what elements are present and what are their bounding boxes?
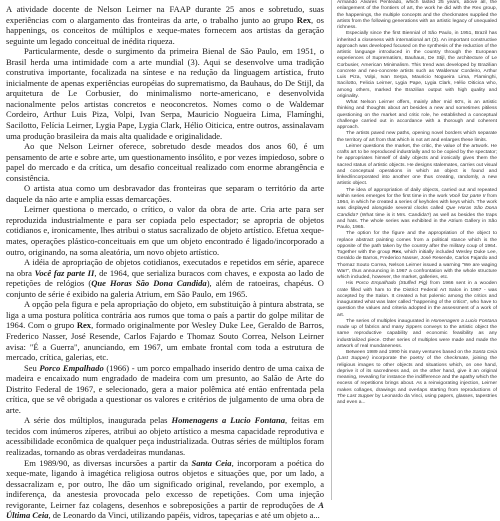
paragraph: The idea of appropriation of daily objects, carried out and repeated within series emerges for the first time in the work Você faz parte II from 1964, in which he created a series of keyholes with keys which. The work was displayed alongside several clocks called Que Horas São Dona Candida? (What time is it Mrs. Candida?) as well as besides the traps and hats. The whole series was exhibited in the Atrium Gallery in São Paulo, 1965.: [337, 187, 498, 230]
work-title: Você faz parte II: [449, 193, 486, 199]
column-divider: [331, 0, 332, 500]
paragraph: A opção pela figura e pela apropriação do objeto, em substituição à pintura abstrata, se liga a uma postura política contrária aos rumos que toma o país a partir do golpe militar de 1964. Com o grupo Rex, formado originalmente por Wesley Duke Lee, Geraldo de Barros, Frederico Nasser, José Resende, Carlos Fajardo e Thomaz Souto Correa, Nelson Leirner avisa: "É a Guerra", anunciando, em 1967, um embate frontal com toda a estrutura de mercado, crítica, galerias, etc.: [6, 299, 324, 363]
paragraph: His Porco Empalhado (Stuffed Pig) from 1966 sent in a wooden crate filled with ham to the District Federal Art Salon in 1967 - was accepted by the Salon. It created a hot polemic among the critics and inaugurated what was later called "happening of the critics", who have to question the values and criteria adopted in the assessment of a work of art.: [337, 281, 497, 318]
paragraph: A atividade docente de Nelson Leirner na FAAP durante 25 anos e sobretudo, suas experiências com o alargamento das fronteiras da arte, o trabalho junto ao grupo Rex, os happenings, os conceitos de múltiplos e xeque-mates fornecem aos artistas da geração seguinte um legado conceitual de inédita riqueza.: [6, 4, 324, 46]
paragraph: Ao que Nelson Leirner oferece, sobretudo desde meados dos anos 60, é um pensamento de arte e sobre arte, um questionamento insólito, e por vezes impiedoso, sobre o papel do mercado e da crítica, um desafio conceitual realizado com enorme abrangência e consistência.: [6, 141, 324, 183]
emphasis: Rex: [392, 250, 402, 255]
paragraph: Leirner questiona o mercado, o crítico, o valor da obra de arte. Cria arte para ser reproduzida industrialmente e para ser copiada pelo espectador; se apropria de objetos cotidianos e, ironicamente, lhes atribui o status sacralizado de objeto artístico. Efetua xeque-mates, operações plástico-conceituais em que um objeto encontrado é ligado/incorporado a outro, originando, na soma aleatória, um novo objeto artístico.: [6, 204, 324, 257]
work-title: Porco Empalhado (Stuffed Pig): [355, 281, 428, 287]
paragraph: Leirner questions the market, the critic, the value of the artwork. He crafts art to be reproduced industrially and to be copied by the spectator; he appropriates himself of daily objects and ironically gives them the sacred status of artistic objects. He designs stalemates, carries out visual and conceptual operations in which an object is found and linked/incorporated into another one thus creating, randomly, a new artistic object.: [337, 143, 497, 187]
paragraph: The artists paved new paths, opening novel borders which separate the territory of art from that which is not art and enlarges these limits.: [337, 131, 497, 143]
work-title: Santa Ceia (Last Supper): [337, 350, 497, 362]
work-title: Homenagem a Lucio Fontana: [431, 318, 497, 324]
paragraph: The series of multiples inaugurated in Homenagem a Lucio Fontana made up of fabrics and many zippers conveys to the artistic object the same reproductive capability and economic feasibility as any industrialized piece. Other series of multiples were made and made the artwork of real mundaneness.: [337, 318, 497, 349]
paragraph: What Nelson Leirner offers, mainly after mid 60's, is an artistic thinking and thoughts about art besides a new and sometimes pitiless questioning on the market and critic role, he established a conceptual challenge carried out in accordance with a thorough and coherent approach.: [337, 100, 497, 130]
paragraph: O artista atua como um desbravador das fronteiras que separam o território da arte daquele da não arte e amplia essas demarcações.: [6, 183, 324, 204]
work-title: Porco Empalhado: [39, 362, 104, 373]
work-title: Que Horas São Dona Candida: [91, 278, 207, 289]
work-title: Santa Ceia: [191, 457, 232, 468]
paragraph: Particularmente, desde o surgimento da primeira Bienal de São Paulo, em 1951, o Brasil herda uma intimidade com a arte mundial (3). Aqui se desenvolve uma tradição construtiva importante, focalizada na síntese e na redução da linguagem artística, fruto inicialmente de apenas experiências européias do suprematismo, da Bauhaus, do De Stijl, da arquitetura de Le Corbusier, do minimalismo norte-americano, e desenvolvida nacionalmente pelos artistas concretos e neoconcretos. Nomes como o de Waldemar Cordeiro, Arthur Luis Piza, Volpi, Ivan Serpa, Mauricio Nogueira Lima, Flamínghi, Sacilotto, Felícia Leirner, Lygia Pape, Lygia Clark, Hélio Oiticica, entre outros, assinalavam uma produção brasileira da mais alta qualidade e originalidade.: [6, 46, 324, 141]
paragraph: Armando Álvares Penteado, which lasted 25 years, above all, the enlargement of the frontiers of art, the work he did with the Rex group, the happenings, the multiple concepts and the checkmates supplied the artists from the following generations with an artistic legacy of unequaled richness.: [337, 0, 497, 30]
work-title: Você faz parte II: [34, 267, 95, 278]
work-title: The Last Supper: [337, 393, 374, 399]
work-title: Que Horas São Dona Candida?: [337, 206, 497, 218]
paragraph: Between 1989 and 1990 his many ventures based on the Santa Ceia (Last Supper) incorporate the poetry of the checkmate, joining the religious images to other objects and situations which, on one hand, deprive it of its sacredness and, on the other hand, give it an original meaning, revealing for instance the indifference and the apathy which the excess of repetitions brings about. As a reinvigorating injection, Leirner makes collages, drawings and overlaps starting from reproductions of The Last Supper by Leonardo da Vinci, using papers, glasses, tapestries and even a...: [337, 350, 497, 405]
work-title: A Última Ceia: [6, 499, 324, 521]
paragraph: A série dos múltiplos, inaugurada pelas Homenagens a Lucio Fontana, feitas em tecidos com inúmeros zíperes, atribui ao objeto artístico a mesma capacidade reprodutiva e acessibilidade econômica de qualquer peça industrializada. Outras séries de múltiplos foram realizadas, tornando as obras verdadeiras mundanas.: [6, 415, 324, 457]
portuguese-text-column: [6, 4, 324, 521]
emphasis: Rex: [76, 320, 92, 331]
paragraph: Especially since the first Biennial of São Paulo, in 1951, Brazil has inherited a closeness with international art (3). An important constructive approach was developed focused on the synthesis of the reduction of the artistic language introduced in the country through the European experiences of Suprematism, Bauhaus, De Stijl, the architecture of Le Corbusier, American Minimalism. This trend was developed by Brazilian concrete and neo-concrete artists such as Waldemar Cordeiro, Arthur Luis Piza, Volpi, Ivan Serpa, Mauricio Nogueira Lima, Flaminghi, Sacilotto, Felicia Leirner, Lygia Pape, Lygia Clark, Hélio Oiticica who, among others, marked the Brazilian output with high quality and originality.: [337, 31, 497, 99]
paragraph: Seu Porco Empalhado (1966) - um porco empalhado inserido dentro de uma caixa de madeira e encaixado num engradado de madeira com um presunto, ao Salão de Arte do Distrito Federal de 1967, e selecionado, gera a maior polêmica até então enfrentada pela crítica, que se vê obrigada a questionar os valores e critérios de julgamento de uma obra de arte.: [6, 362, 324, 415]
english-text-column: [337, 0, 497, 500]
paragraph: Em 1989/90, as diversas incursões a partir da Santa Ceia, incorporam a poética do xeque-mate, ligando à imagética religiosa outros objetos e situações que, por um lado, a dessacralizam e, por outro, lhe dão um significado original, revelando, por exemplo, a indiferença, da anestesia provocada pelo excesso de repetições. Com uma injeção revigorante, Leirner faz colagens, desenhos e sobreposições a partir de reproduções de A Última Ceia, de Leonardo da Vinci, utilizando papéis, vidros, tapeçarias e até um objeto a...: [6, 457, 324, 521]
paragraph: A idéia de apropriação de objetos cotidianos, executados e repetidos em série, aparece na obra Você faz parte II, de 1964, que serializa buracos com chaves, e exposta ao lado de repetições de relógios (Que Horas São Dona Candida), além de ratoeiras, chapéus. O conjunto de série é exibido na galeria Atrium, em São Paulo, em 1965.: [6, 257, 324, 299]
work-title: Homenagens a Lucio Fontana: [171, 415, 285, 426]
paragraph: The option for the figure and the appropriation of the object to replace abstract painting comes from a political stance which is the opposite of the path taken by the country after the military coup of 1964. Together with the group Rex, which initially included Wesley Duke Lee, Geraldo de Barros, Frederico Nasser, José Resende, Carlos Fajardo and Thomaz Souto Correa, Nelson Leirner issued a warning "We are waging War!", thus announcing in 1967 a confrontation with the whole structure which included, however, the market, galleries, etc.: [337, 231, 497, 280]
emphasis: Rex: [296, 14, 312, 25]
